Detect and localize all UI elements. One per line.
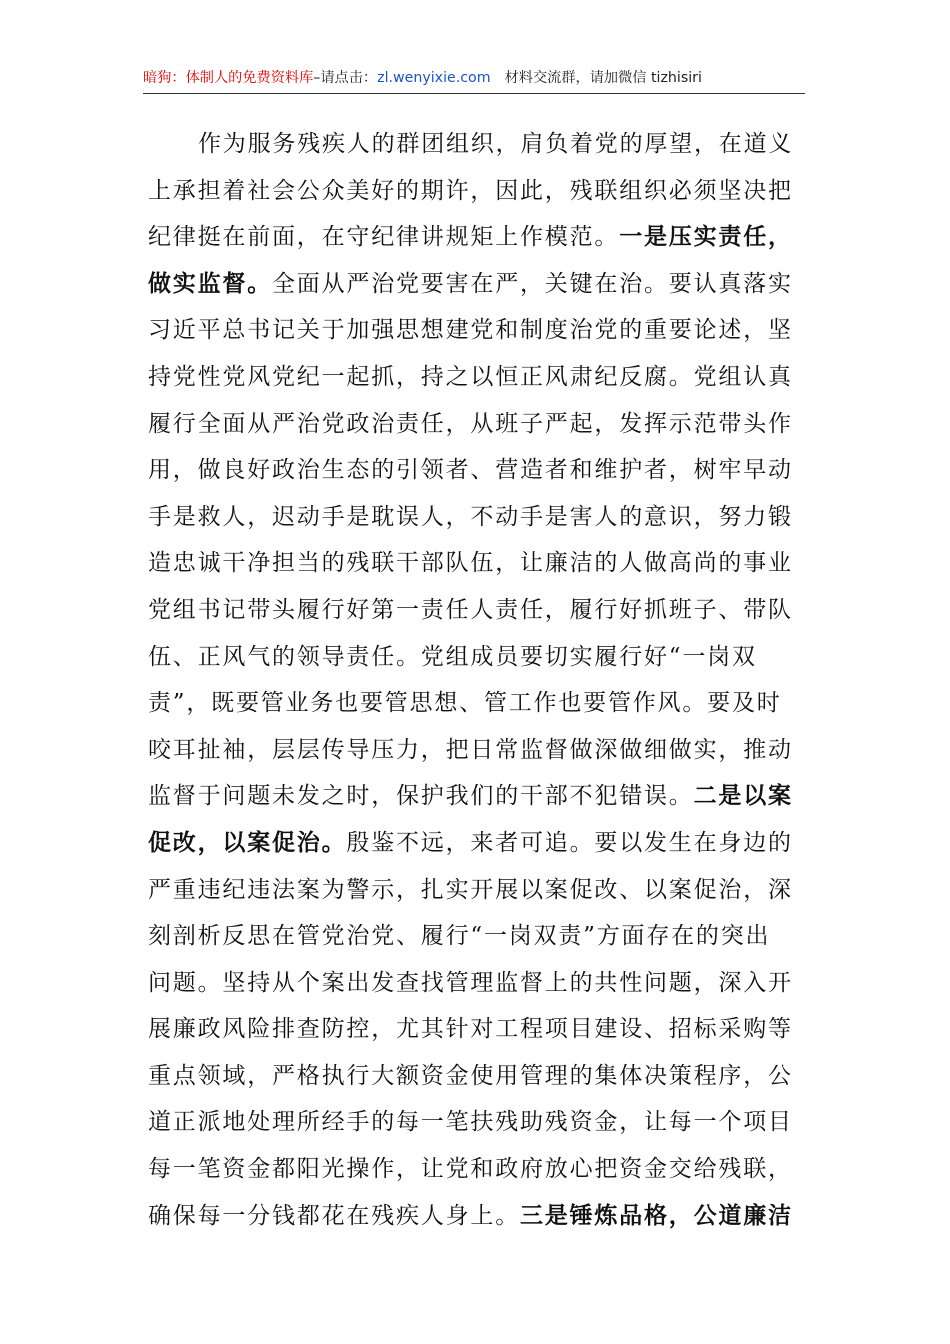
text-line <box>148 960 808 1007</box>
text-line <box>148 307 808 354</box>
text-line <box>148 121 808 168</box>
text-line <box>148 540 808 587</box>
text-line <box>148 1099 808 1146</box>
text-run: 履行全面从严治党政治责任，从班子严起，发挥示范带头作 <box>148 410 793 437</box>
text-line <box>148 820 808 867</box>
text-run: 纪律挺在前面，在守纪律讲规矩上作模范。 <box>148 224 620 251</box>
text-line <box>148 354 808 401</box>
text-run: 作为服务残疾人的群团组织，肩负着党的厚望，在道义 <box>198 131 794 157</box>
body-text <box>148 121 808 1239</box>
text-run: 监督于问题未发之时，保护我们的干部不犯错误。 <box>148 783 694 810</box>
text-run: 责”，既要管业务也要管思想、管工作也要管作风。要及时 <box>148 690 782 717</box>
text-line <box>148 913 808 960</box>
text-line <box>148 867 808 914</box>
text-line <box>148 401 808 448</box>
header-divider <box>143 93 805 94</box>
text-run: 重点领域，严格执行大额资金使用管理的集体决策程序，公 <box>148 1062 793 1089</box>
bold-heading-run: 促改，以案促治。 <box>148 828 347 856</box>
text-run: 手是救人，迟动手是耽误人，不动手是害人的意识，努力锻 <box>148 503 793 530</box>
text-run: 伍、正风气的领导责任。党组成员要切实履行好“一岗双 <box>148 643 757 670</box>
text-line <box>148 773 808 820</box>
text-line <box>148 1053 808 1100</box>
text-line <box>148 494 808 541</box>
text-line <box>148 214 808 261</box>
bold-heading-run: 二是以案 <box>693 782 793 810</box>
text-line <box>148 168 808 215</box>
text-run: 确保每一分钱都花在残疾人身上。 <box>148 1202 520 1229</box>
text-line <box>148 727 808 774</box>
text-run: 问题。坚持从个案出发查找管理监督上的共性问题，深入开 <box>148 969 793 996</box>
bold-heading-run: 一是压实责任， <box>619 223 793 251</box>
text-run: 上承担着社会公众美好的期许，因此，残联组织必须坚决把 <box>148 177 793 204</box>
text-run: 用，做良好政治生态的引领者、营造者和维护者，树牢早动 <box>148 457 793 484</box>
header-brand: 暗狗：体制人的免费资料库 <box>143 70 314 86</box>
text-run: 持党性党风党纪一起抓，持之以恒正风肃纪反腐。党组认真 <box>148 363 793 390</box>
text-run: 道正派地处理所经手的每一笔扶残助残资金，让每一个项目 <box>148 1109 793 1136</box>
bold-heading-run: 三是锤炼品格，公道廉洁 <box>520 1201 793 1229</box>
text-run: 殷鉴不远，来者可追。要以发生在身边的 <box>346 829 793 856</box>
bold-heading-run: 做实监督。 <box>148 269 272 297</box>
header-contact: 材料交流群，请加微信 tizhisiri <box>504 70 702 86</box>
header-click-prefix: –请点击： <box>313 70 378 86</box>
text-line <box>148 1146 808 1193</box>
text-run: 造忠诚干净担当的残联干部队伍，让廉洁的人做高尚的事业 <box>148 550 793 577</box>
text-run: 习近平总书记关于加强思想建党和制度治党的重要论述，坚 <box>148 317 793 344</box>
text-line <box>148 634 808 681</box>
text-line <box>148 447 808 494</box>
text-line <box>148 587 808 634</box>
text-run: 每一笔资金都阳光操作，让党和政府放心把资金交给残联， <box>148 1156 793 1183</box>
text-run: 刻剖析反思在管党治党、履行“一岗双责”方面存在的突出 <box>148 923 771 950</box>
text-line <box>148 1193 808 1240</box>
text-line <box>148 680 808 727</box>
page-header <box>143 68 805 88</box>
text-run: 党组书记带头履行好第一责任人责任，履行好抓班子、带队 <box>148 596 793 623</box>
text-line <box>148 261 808 308</box>
text-run: 严重违纪违法案为警示，扎实开展以案促改、以案促治，深 <box>148 876 793 903</box>
text-run: 展廉政风险排查防控，尤其针对工程项目建设、招标采购等 <box>148 1016 793 1043</box>
text-run: 全面从严治党要害在严，关键在治。要认真落实 <box>272 270 793 297</box>
text-run: 咬耳扯袖，层层传导压力，把日常监督做深做细做实，推动 <box>148 736 793 763</box>
text-line <box>148 1006 808 1053</box>
header-url-link[interactable]: zl.wenyixie.com <box>377 70 491 86</box>
